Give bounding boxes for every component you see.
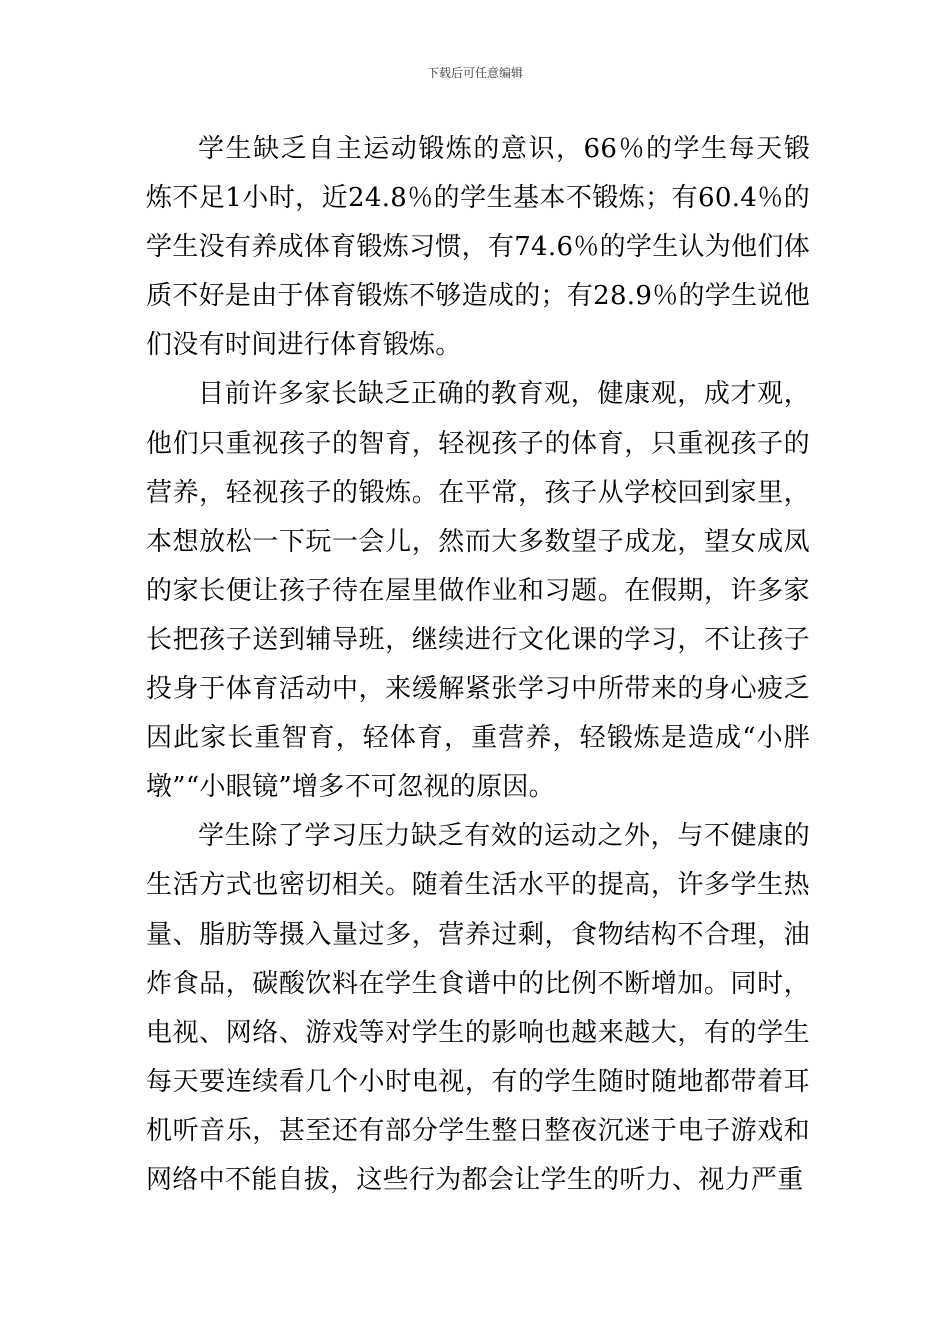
page-header: 下载后可任意编辑: [426, 66, 523, 80]
document-body: [146, 125, 810, 1205]
paragraph-lifestyle: 学生除了学习压力缺乏有效的运动之外，与不健康的生活方式也密切相关。随着生活水平的提高，许多学生热量、脂肪等摄入量过多，营养过剩，食物结构不合理，油炸食品，碳酸饮料在学生食谱中的比例不断增加。同时，电视、网络、游戏等对学生的影响也越来越大，有的学生每天要连续看几个小时电视，有的学生随时随地都带着耳机听音乐，甚至还有部分学生整日整夜沉迷于电子游戏和网络中不能自拔，这些行为都会让学生的听力、视力严重: [146, 821, 810, 1195]
paragraph-parent-attitudes: 目前许多家长缺乏正确的教育观，健康观，成才观，他们只重视孩子的智育，轻视孩子的体育，只重视孩子的营养，轻视孩子的锻炼。在平常，孩子从学校回到家里，本想放松一下玩一会儿，然而大多数望子成龙，望女成凤的家长便让孩子待在屋里做作业和习题。在假期，许多家长把孩子送到辅导班，继续进行文化课的学习，不让孩子投身于体育活动中，来缓解紧张学习中所带来的身心疲乏因此家长重智育，轻体育，重营养，轻锻炼是造成“小胖墩”“小眼镜”增多不可忽视的原因。: [146, 379, 810, 803]
paragraph-exercise-awareness: 学生缺乏自主运动锻炼的意识，66％的学生每天锻炼不足1小时，近24.8％的学生基本不锻炼；有60.4％的学生没有养成体育锻炼习惯，有74.6％的学生认为他们体质不好是由于体育锻炼不够造成的；有28.9％的学生说他们没有时间进行体育锻炼。: [146, 134, 810, 361]
